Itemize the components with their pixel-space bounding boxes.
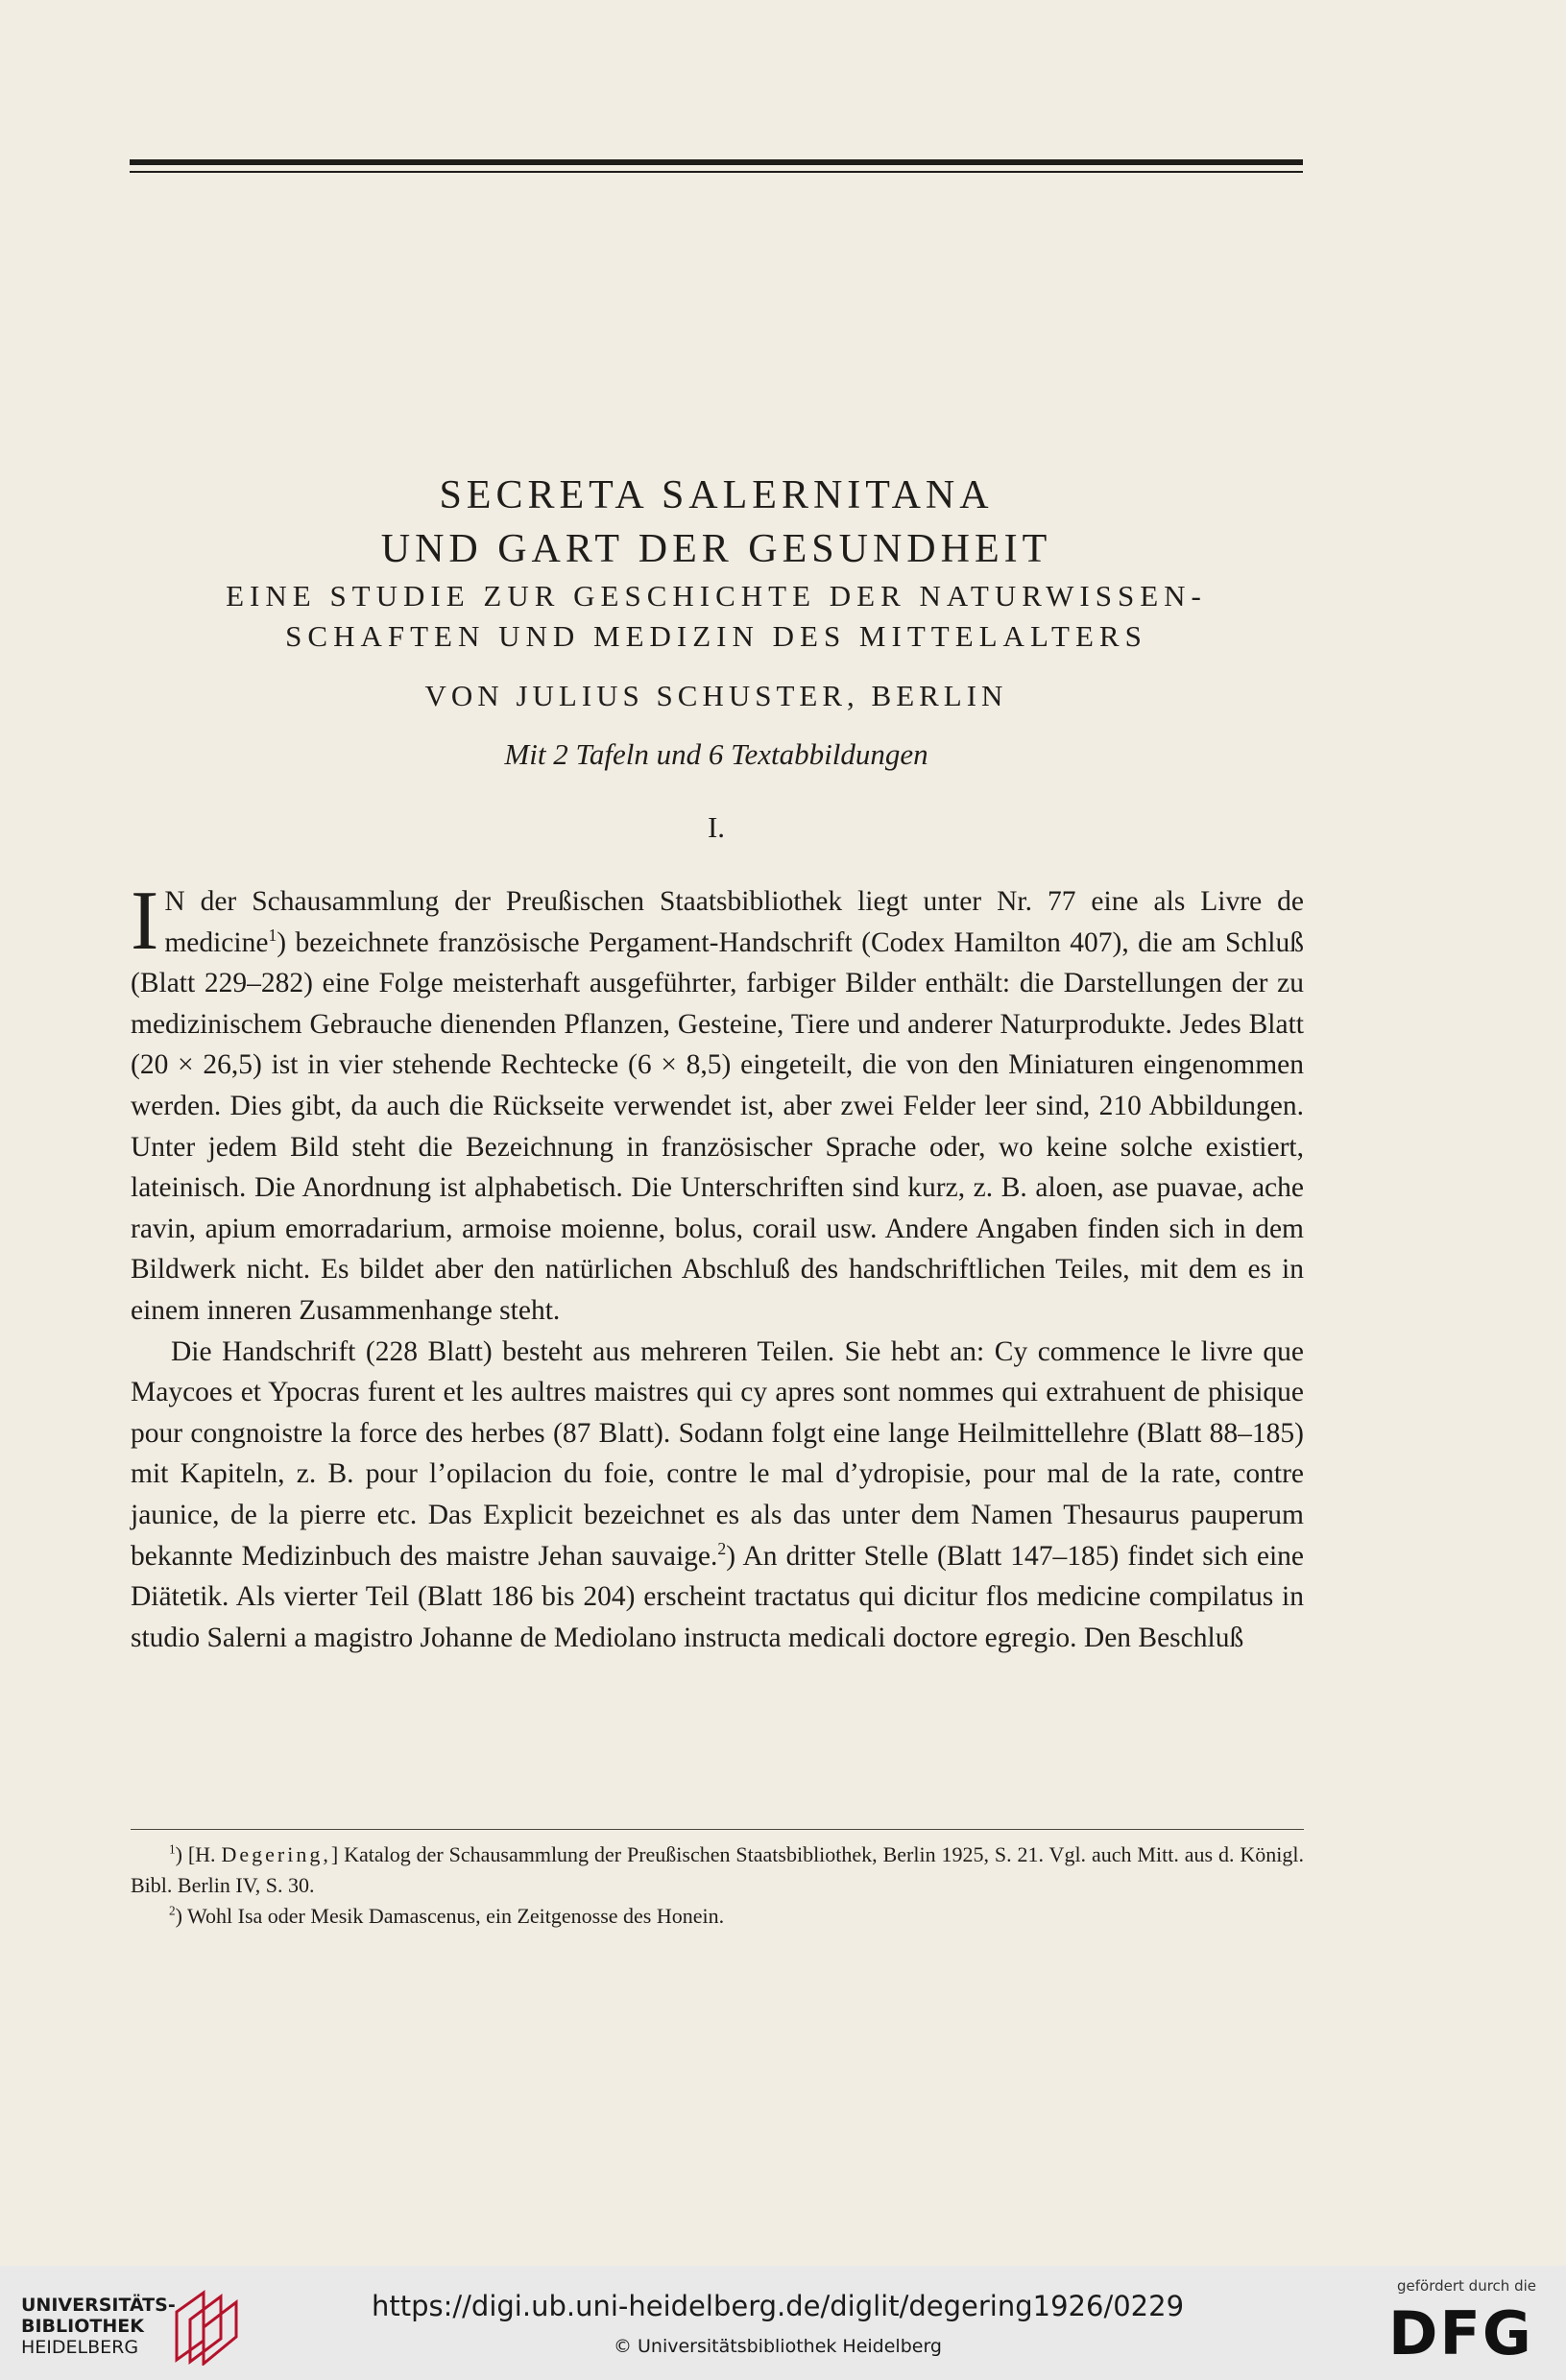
footnote-1-mark: 1 xyxy=(169,1841,176,1857)
title-line-1: SECRETA SALERNITANA xyxy=(439,473,994,517)
dfg-funding-block[interactable] xyxy=(1383,2277,1551,2373)
footnote-2-mark: 2 xyxy=(169,1903,176,1918)
paragraph-2-part-b: ) An dritter Stelle (Blatt 147–185) findet sich eine Diätetik. Als vierter Teil (Blatt 186 bis 204) erscheint tractatus qui dicitur flos medicine compilatus in studio Salerni a magistro Johanne de Mediolano instructa medicali doctore egregio. Den Beschluß xyxy=(131,1540,1304,1653)
library-name-line-2: BIBLIOTHEK xyxy=(21,2316,144,2337)
title-line-2: UND GART DER GESUNDHEIT xyxy=(380,527,1052,571)
top-rule-thin xyxy=(130,171,1303,173)
paragraph-1-part-b: ) bezeichnete französische Pergament-Handschrift (Codex Hamilton 407), die am Schluß (Blatt 229–282) eine Folge meisterhaft ausgeführter, farbiger Bilder enthält: die Darstellungen der zu medizinischem Gebrauche dienenden Pflanzen, Gesteine, Tiere und anderer Naturprodukte. Jedes Blatt (20 × 26,5) ist in vier stehende Rechtecke (6 × 8,5) eingeteilt, die von den Miniaturen eingenommen werden. Dies gibt, da auch die Rückseite verwendet ist, aber zwei Felder leer sind, 210 Abbildungen. Unter jedem Bild steht die Bezeichnung in französischer Sprache oder, wo keine solche existiert, lateinisch. Die Anordnung ist alphabetisch. Die Unterschriften sind kurz, z. B. aloen, ase puavae, ache ravin, apium emorradarium, armoise moienne, bolus, corail usw. Andere Angaben finden sich in dem Bildwerk nicht. Es bildet aber den natürlichen Abschluß des handschriftlichen Teiles, mit dem es in einem inneren Zusammenhange steht. xyxy=(131,926,1304,1326)
footnote-2 xyxy=(131,1901,1304,1932)
title-block xyxy=(125,469,1308,847)
ub-heidelberg-logo[interactable] xyxy=(21,2281,252,2368)
library-name-line-3: HEIDELBERG xyxy=(21,2337,139,2358)
funding-caption: gefördert durch die xyxy=(1397,2277,1536,2295)
copyright-notice: © Universitätsbibliothek Heidelberg xyxy=(613,2336,942,2357)
footnote-1-open: ) [H. xyxy=(175,1842,222,1866)
ub-heidelberg-logo-icon xyxy=(165,2285,244,2366)
footnote-ref-2: 2 xyxy=(717,1538,727,1558)
footnote-1-name: Degering, xyxy=(221,1842,331,1866)
subtitle-line-1: EINE STUDIE ZUR GESCHICHTE DER NATURWISSEN- xyxy=(226,579,1207,613)
paragraph-1 xyxy=(131,875,1304,1332)
footnote-1-text: ] Katalog der Schausammlung der Preußischen Staatsbibliothek, Berlin 1925, S. 21. Vgl. auch Mitt. aus d. Königl. Bibl. Berlin IV, S. 30. xyxy=(131,1842,1304,1897)
body-text xyxy=(131,875,1304,1658)
footer-bar xyxy=(0,2266,1566,2380)
permalink-url[interactable]: https://digi.ub.uni-heidelberg.de/diglit/degering1926/0229 xyxy=(371,2290,1185,2322)
author-line: VON JULIUS SCHUSTER, BERLIN xyxy=(424,679,1008,712)
dfg-logo: DFG xyxy=(1388,2298,1533,2368)
footnote-2-text: ) Wohl Isa oder Mesik Damascenus, ein Zeitgenosse des Honein. xyxy=(175,1904,725,1928)
footnote-ref-1: 1 xyxy=(268,925,277,945)
subtitle-line-2: SCHAFTEN UND MEDIZIN DES MITTELALTERS xyxy=(285,619,1147,653)
paragraph-1-part-a: IN der Schausammlung der Preußischen Staatsbibliothek liegt unter Nr. 77 eine als Livre de medicine xyxy=(131,875,1304,968)
section-number: I. xyxy=(707,810,726,844)
top-rule-thick xyxy=(130,159,1303,165)
library-name-line-1: UNIVERSITÄTS- xyxy=(21,2295,176,2316)
paragraph-2 xyxy=(131,1332,1304,1659)
footnote-rule xyxy=(131,1829,1304,1830)
footnotes xyxy=(131,1839,1304,1932)
footnote-1 xyxy=(131,1839,1304,1901)
plates-line: Mit 2 Tafeln und 6 Textabbildungen xyxy=(504,737,928,771)
paragraph-2-part-a: Die Handschrift (228 Blatt) besteht aus mehreren Teilen. Sie hebt an: Cy commence le livre que Maycoes et Ypocras furent et les aultres maistres qui cy apres sont nommes qui extrahuent de phisique pour congnoistre la force des herbes (87 Blatt). Sodann folgt eine lange Heilmittellehre (Blatt 88–185) mit Kapiteln, z. B. pour l’opilacion du foie, contre le mal d’ydropisie, pour mal de la rate, contre jaunice, de la pierre etc. Das Explicit bezeichnet es als das unter dem Namen Thesaurus pauperum bekannte Medizinbuch des maistre Jehan sauvaige. xyxy=(131,1335,1304,1572)
